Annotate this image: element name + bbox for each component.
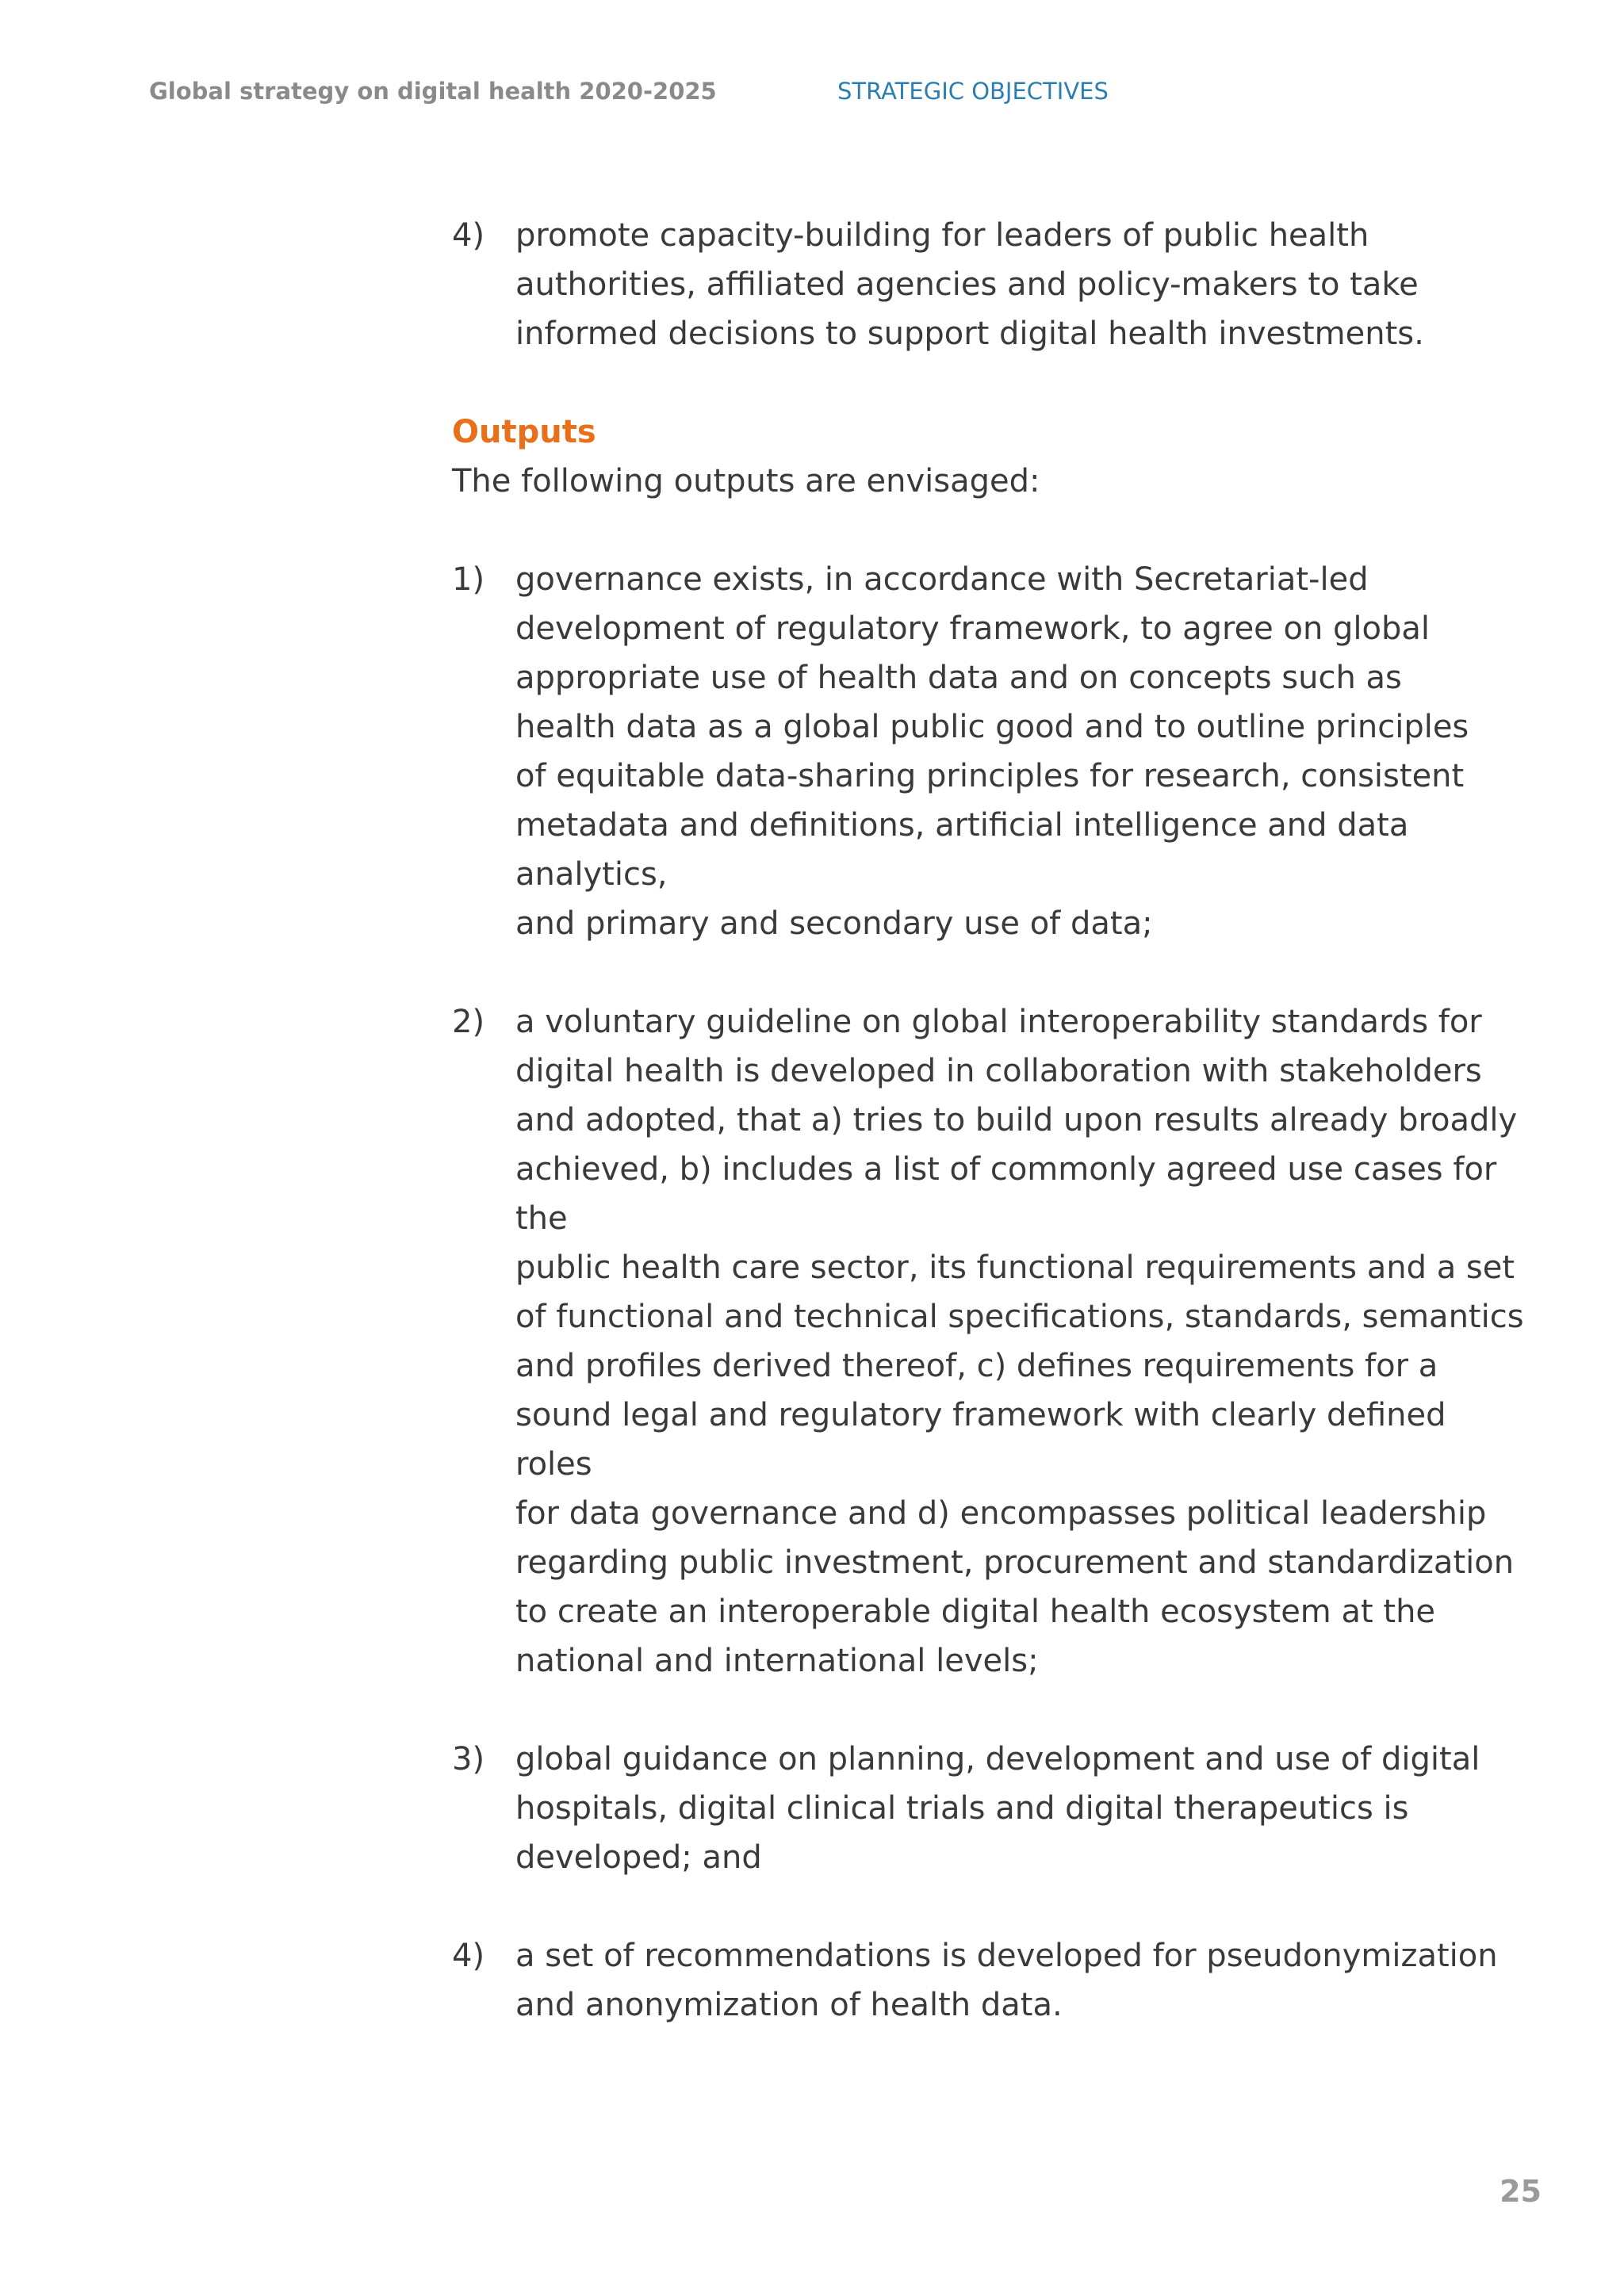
text-line: hospitals, digital clinical trials and digital therapeutics is xyxy=(515,1790,1409,1827)
output-item-4 xyxy=(452,1931,1530,2030)
text-line: promote capacity-building for leaders of public health xyxy=(515,217,1369,254)
text-line: of equitable data-sharing principles for research, consistent xyxy=(515,758,1465,794)
list-item-text xyxy=(515,1735,1530,1882)
text-line: metadata and definitions, artificial intelligence and data analytics, xyxy=(515,807,1409,893)
text-line: appropriate use of health data and on concepts such as xyxy=(515,660,1402,696)
text-line: digital health is developed in collaboration with stakeholders xyxy=(515,1053,1482,1089)
page-number: 25 xyxy=(1500,2174,1542,2209)
text-line: sound legal and regulatory framework with clearly defined roles xyxy=(515,1397,1446,1483)
text-line: to create an interoperable digital health ecosystem at the xyxy=(515,1594,1436,1630)
text-line: public health care sector, its functional requirements and a set xyxy=(515,1249,1515,1286)
text-line: and profiles derived thereof, c) defines requirements for a xyxy=(515,1348,1438,1384)
text-line: and anonymization of health data. xyxy=(515,1987,1063,2023)
output-item-1 xyxy=(452,555,1530,948)
text-line: development of regulatory framework, to agree on global xyxy=(515,610,1431,647)
list-number: 3) xyxy=(452,1741,485,1777)
text-line: achieved, b) includes a list of commonly agreed use cases for the xyxy=(515,1151,1497,1237)
running-header-section: STRATEGIC OBJECTIVES xyxy=(837,78,1109,105)
text-line: and primary and secondary use of data; xyxy=(515,905,1153,942)
list-number: 4) xyxy=(452,1938,485,1974)
outputs-heading: Outputs xyxy=(452,414,596,450)
text-line: health data as a global public good and to outline principles xyxy=(515,709,1469,745)
list-number: 2) xyxy=(452,1004,485,1040)
text-line: national and international levels; xyxy=(515,1643,1039,1679)
list-number: 4) xyxy=(452,217,485,254)
text-line: for data governance and d) encompasses political leadership xyxy=(515,1495,1487,1532)
text-line: regarding public investment, procurement and standardization xyxy=(515,1544,1515,1581)
outputs-intro: The following outputs are envisaged: xyxy=(452,463,1040,499)
list-item-text xyxy=(515,211,1530,358)
list-item-text xyxy=(515,555,1530,948)
list-number: 1) xyxy=(452,561,485,598)
text-line: a set of recommendations is developed for pseudonymization xyxy=(515,1938,1498,1974)
intro-list-item xyxy=(452,211,1530,358)
text-line: developed; and xyxy=(515,1839,762,1876)
text-line: authorities, affiliated agencies and policy-makers to take xyxy=(515,266,1419,303)
text-line: governance exists, in accordance with Secretariat-led xyxy=(515,561,1369,598)
output-item-2 xyxy=(452,997,1530,1686)
text-line: a voluntary guideline on global interoperability standards for xyxy=(515,1004,1482,1040)
text-line: informed decisions to support digital health investments. xyxy=(515,316,1424,352)
text-line: and adopted, that a) tries to build upon results already broadly xyxy=(515,1102,1518,1138)
list-item-text xyxy=(515,1931,1530,2030)
main-content xyxy=(452,211,1530,2030)
running-header-title: Global strategy on digital health 2020-2025 xyxy=(149,78,717,105)
output-item-3 xyxy=(452,1735,1530,1882)
text-line: global guidance on planning, development and use of digital xyxy=(515,1741,1480,1777)
list-item-text xyxy=(515,997,1530,1686)
text-line: of functional and technical specifications, standards, semantics xyxy=(515,1299,1524,1335)
